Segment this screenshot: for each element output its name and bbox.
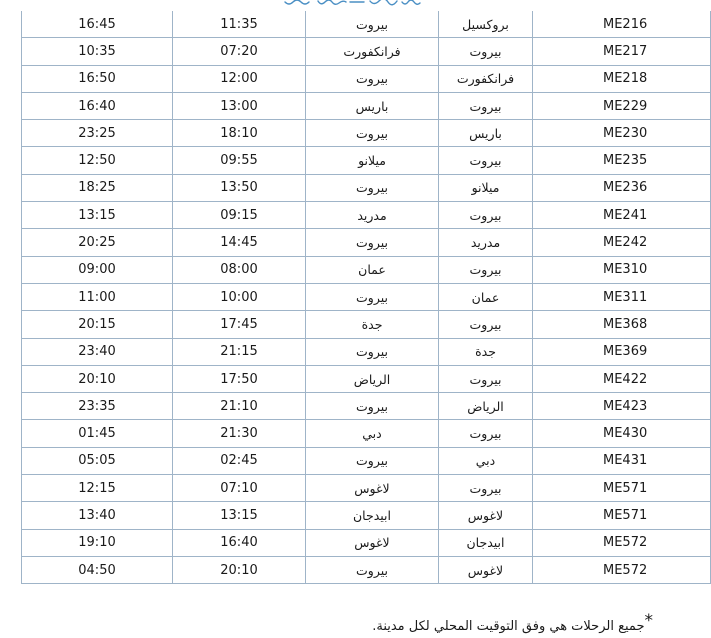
origin-city-cell: بيروت [439,147,533,174]
origin-city-cell: لاغوس [439,502,533,529]
arrival-time-cell: 23:40 [22,338,173,365]
origin-city-cell: بيروت [439,202,533,229]
arrival-time-cell: 10:35 [22,38,173,65]
origin-city-cell: بيروت [439,475,533,502]
flight-number-cell: ME216 [533,11,711,38]
destination-city-cell: ميلانو [306,147,439,174]
arrival-time-cell: 18:25 [22,174,173,201]
table-row [22,529,711,556]
arrival-time-cell: 12:15 [22,475,173,502]
destination-city-cell: دبي [306,420,439,447]
departure-time-cell: 11:35 [173,11,306,38]
arrival-time-cell: 16:45 [22,11,173,38]
destination-city-cell: بيروت [306,556,439,583]
table-row [22,393,711,420]
flight-number-cell: ME368 [533,311,711,338]
origin-city-cell: فرانكفورت [439,65,533,92]
origin-city-cell: ميلانو [439,174,533,201]
table-row [22,475,711,502]
arrival-time-cell: 19:10 [22,529,173,556]
origin-city-cell: بيروت [439,256,533,283]
destination-city-cell: بيروت [306,120,439,147]
destination-city-cell: ابيدجان [306,502,439,529]
origin-city-cell: بيروت [439,365,533,392]
flight-schedule-body [22,11,711,584]
flight-number-cell: ME229 [533,92,711,119]
flight-number-cell: ME236 [533,174,711,201]
departure-time-cell: 13:15 [173,502,306,529]
destination-city-cell: لاغوس [306,529,439,556]
origin-city-cell: بيروت [439,38,533,65]
departure-time-cell: 07:10 [173,475,306,502]
departure-time-cell: 09:15 [173,202,306,229]
departure-time-cell: 12:00 [173,65,306,92]
origin-city-cell: بيروت [439,311,533,338]
departure-time-cell: 20:10 [173,556,306,583]
departure-time-cell: 17:45 [173,311,306,338]
arrival-time-cell: 23:35 [22,393,173,420]
flight-number-cell: ME430 [533,420,711,447]
flight-number-cell: ME310 [533,256,711,283]
flight-number-cell: ME242 [533,229,711,256]
arrival-time-cell: 04:50 [22,556,173,583]
table-row [22,38,711,65]
footnote-asterisk: * [644,611,653,631]
table-row [22,447,711,474]
departure-time-cell: 13:50 [173,174,306,201]
destination-city-cell: بيروت [306,338,439,365]
departure-time-cell: 09:55 [173,147,306,174]
destination-city-cell: الرياض [306,365,439,392]
destination-city-cell: بيروت [306,393,439,420]
table-row [22,338,711,365]
origin-city-cell: الرياض [439,393,533,420]
flight-number-cell: ME571 [533,475,711,502]
flight-number-cell: ME241 [533,202,711,229]
destination-city-cell: بيروت [306,229,439,256]
origin-city-cell: جدة [439,338,533,365]
flight-number-cell: ME369 [533,338,711,365]
destination-city-cell: عمان [306,256,439,283]
table-row [22,365,711,392]
destination-city-cell: مدريد [306,202,439,229]
destination-city-cell: بيروت [306,174,439,201]
destination-city-cell: باريس [306,92,439,119]
flight-number-cell: ME431 [533,447,711,474]
arrival-time-cell: 12:50 [22,147,173,174]
arrival-time-cell: 20:25 [22,229,173,256]
table-row [22,229,711,256]
arrival-time-cell: 05:05 [22,447,173,474]
origin-city-cell: باريس [439,120,533,147]
departure-time-cell: 21:15 [173,338,306,365]
destination-city-cell: بيروت [306,283,439,310]
flight-number-cell: ME217 [533,38,711,65]
flight-number-cell: ME571 [533,502,711,529]
timezone-footnote [372,611,653,635]
flight-number-cell: ME311 [533,283,711,310]
table-row [22,11,711,38]
departure-time-cell: 18:10 [173,120,306,147]
destination-city-cell: لاغوس [306,475,439,502]
flight-number-cell: ME230 [533,120,711,147]
origin-city-cell: بيروت [439,92,533,119]
flight-number-cell: ME235 [533,147,711,174]
origin-city-cell: عمان [439,283,533,310]
arrival-time-cell: 13:15 [22,202,173,229]
departure-time-cell: 10:00 [173,283,306,310]
departure-time-cell: 02:45 [173,447,306,474]
departure-time-cell: 07:20 [173,38,306,65]
destination-city-cell: بيروت [306,447,439,474]
arrival-time-cell: 16:40 [22,92,173,119]
footnote-text: جميع الرحلات هي وفق التوقيت المحلي لكل مدينة. [372,619,645,634]
table-row [22,311,711,338]
departure-time-cell: 17:50 [173,365,306,392]
arrival-time-cell: 13:40 [22,502,173,529]
arrival-time-cell: 01:45 [22,420,173,447]
table-row [22,556,711,583]
flight-schedule-table [21,11,711,584]
arrival-time-cell: 23:25 [22,120,173,147]
arrival-time-cell: 20:15 [22,311,173,338]
table-row [22,65,711,92]
departure-time-cell: 08:00 [173,256,306,283]
table-row [22,256,711,283]
flight-number-cell: ME572 [533,529,711,556]
flight-number-cell: ME422 [533,365,711,392]
origin-city-cell: ابيدجان [439,529,533,556]
departure-time-cell: 14:45 [173,229,306,256]
arrival-time-cell: 20:10 [22,365,173,392]
table-row [22,92,711,119]
destination-city-cell: جدة [306,311,439,338]
table-row [22,202,711,229]
flight-number-cell: ME423 [533,393,711,420]
table-row [22,502,711,529]
departure-time-cell: 16:40 [173,529,306,556]
arrival-time-cell: 11:00 [22,283,173,310]
table-row [22,174,711,201]
flight-number-cell: ME218 [533,65,711,92]
table-row [22,283,711,310]
arrival-time-cell: 16:50 [22,65,173,92]
origin-city-cell: بيروت [439,420,533,447]
table-row [22,420,711,447]
origin-city-cell: لاغوس [439,556,533,583]
arrival-time-cell: 09:00 [22,256,173,283]
origin-city-cell: بروكسيل [439,11,533,38]
destination-city-cell: فرانكفورت [306,38,439,65]
origin-city-cell: دبي [439,447,533,474]
table-row [22,120,711,147]
departure-time-cell: 13:00 [173,92,306,119]
destination-city-cell: بيروت [306,65,439,92]
departure-time-cell: 21:10 [173,393,306,420]
origin-city-cell: مدريد [439,229,533,256]
destination-city-cell: بيروت [306,11,439,38]
flight-number-cell: ME572 [533,556,711,583]
departure-time-cell: 21:30 [173,420,306,447]
table-row [22,147,711,174]
